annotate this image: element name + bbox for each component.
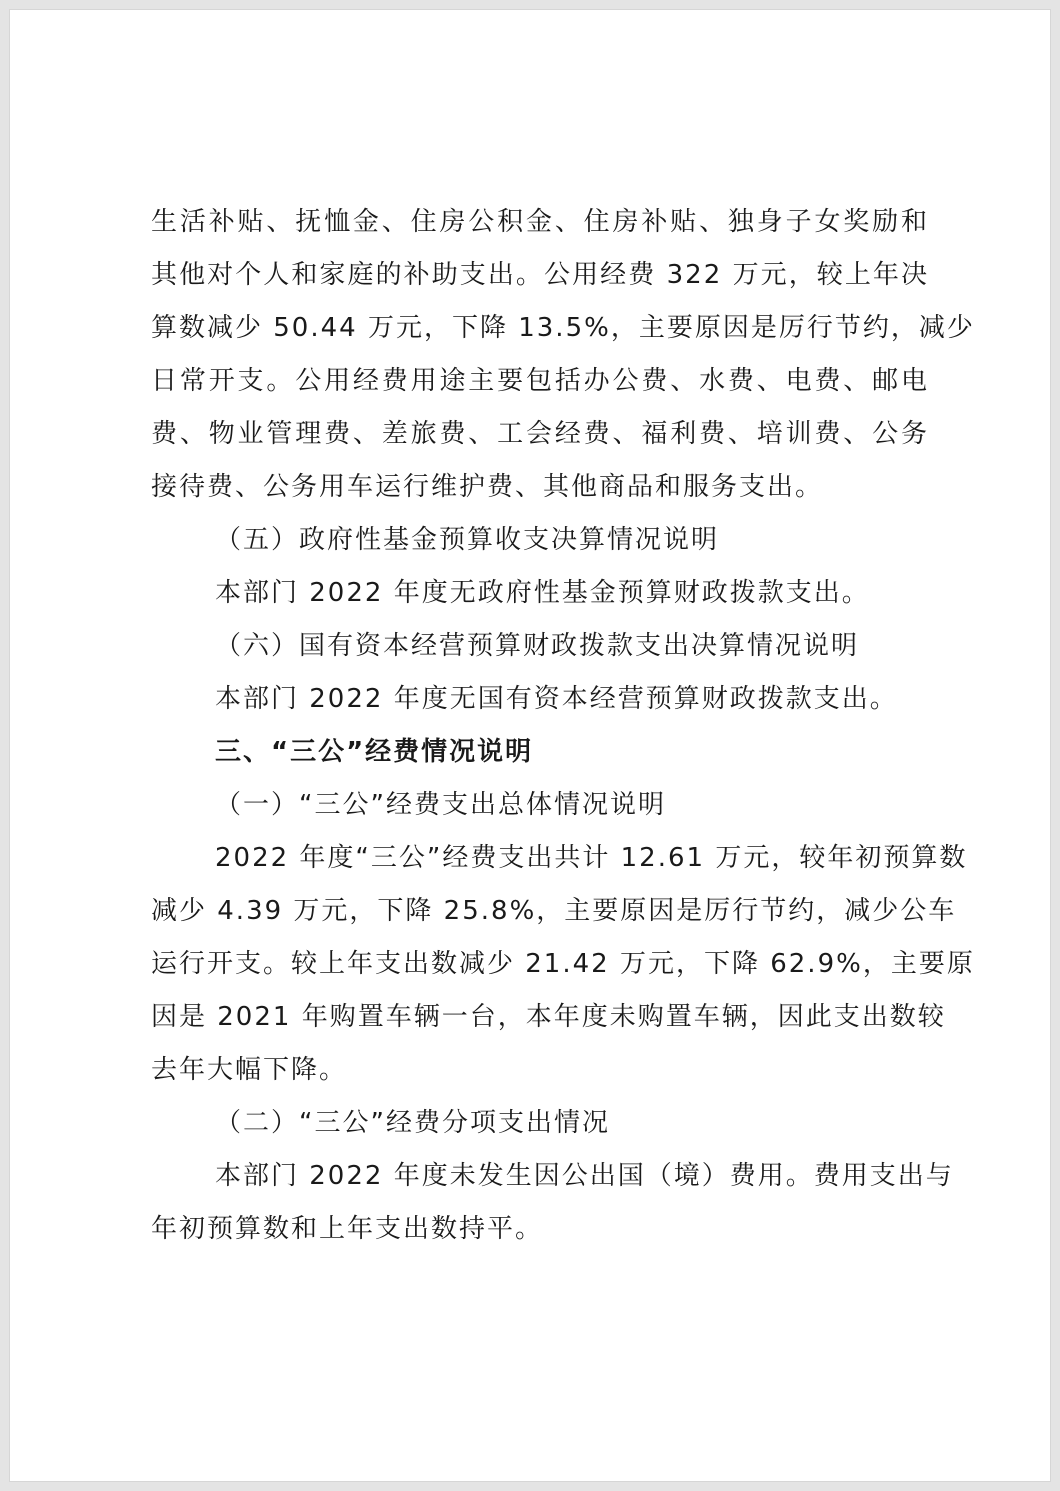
paragraph-line: 2022 年度“三公”经费支出共计 12.61 万元，较年初预算数 xyxy=(215,843,968,873)
section-heading-5: （五）政府性基金预算收支决算情况说明 xyxy=(215,525,720,555)
paragraph-line: 本部门 2022 年度无政府性基金预算财政拨款支出。 xyxy=(215,578,870,608)
paragraph-line: 其他对个人和家庭的补助支出。公用经费 322 万元，较上年决 xyxy=(151,260,929,290)
subsection-heading-1: （一）“三公”经费支出总体情况说明 xyxy=(215,790,666,820)
section-heading-6: （六）国有资本经营预算财政拨款支出决算情况说明 xyxy=(215,631,860,661)
paragraph-line: 因是 2021 年购置车辆一台，本年度未购置车辆，因此支出数较 xyxy=(151,1002,946,1032)
document-body xyxy=(151,196,975,1256)
paragraph-line: 减少 4.39 万元，下降 25.8%，主要原因是厉行节约，减少公车 xyxy=(151,896,957,926)
paragraph-line: 年初预算数和上年支出数持平。 xyxy=(151,1214,544,1244)
paragraph-line: 本部门 2022 年度未发生因公出国（境）费用。费用支出与 xyxy=(215,1161,954,1191)
section-heading-3: 三、“三公”经费情况说明 xyxy=(215,737,534,767)
document-page xyxy=(10,10,1050,1481)
paragraph-line: 运行开支。较上年支出数减少 21.42 万元，下降 62.9%，主要原 xyxy=(151,949,975,979)
paragraph-line: 日常开支。公用经费用途主要包括办公费、水费、电费、邮电 xyxy=(151,366,929,396)
subsection-heading-2: （二）“三公”经费分项支出情况 xyxy=(215,1108,610,1138)
paragraph-line: 本部门 2022 年度无国有资本经营预算财政拨款支出。 xyxy=(215,684,898,714)
paragraph-line: 去年大幅下降。 xyxy=(151,1055,348,1085)
paragraph-line: 接待费、公务用车运行维护费、其他商品和服务支出。 xyxy=(151,472,824,502)
paragraph-line: 算数减少 50.44 万元，下降 13.5%，主要原因是厉行节约，减少 xyxy=(151,313,975,343)
paragraph-line: 费、物业管理费、差旅费、工会经费、福利费、培训费、公务 xyxy=(151,419,929,449)
paragraph-line: 生活补贴、抚恤金、住房公积金、住房补贴、独身子女奖励和 xyxy=(151,207,929,237)
